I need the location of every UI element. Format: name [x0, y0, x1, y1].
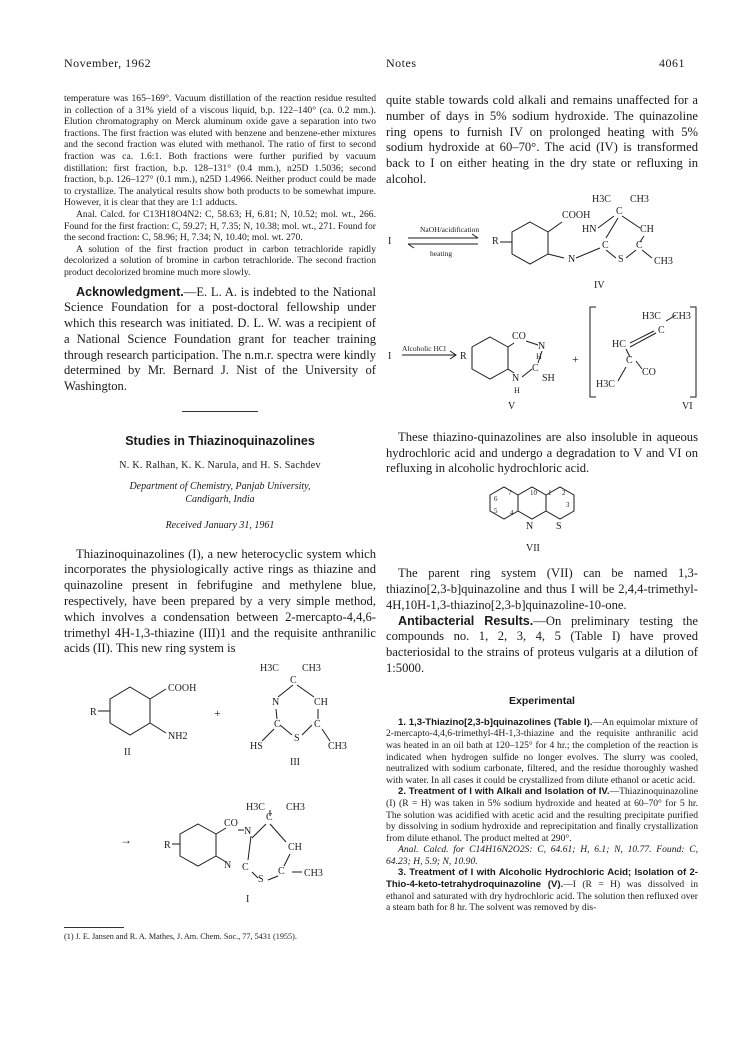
received-date: Received January 31, 1961	[165, 520, 275, 532]
scheme-1-product	[64, 798, 376, 916]
label-cooh: COOH	[562, 209, 591, 221]
label-r: R	[460, 350, 467, 362]
locant: 6	[494, 495, 498, 504]
experimental-3	[386, 867, 698, 913]
label-hn: HN	[582, 223, 597, 235]
label-V: V	[508, 400, 516, 412]
label-cooh: COOH	[168, 683, 197, 695]
footnote-rule	[64, 927, 124, 928]
ring-II	[110, 687, 150, 735]
locant: 3	[566, 501, 570, 510]
department-line-2: Candigarh, India	[185, 493, 255, 505]
label-ch: CH	[288, 842, 302, 854]
label-c: C	[242, 862, 249, 874]
bonds-IV	[548, 216, 652, 258]
label-VII: VII	[526, 543, 540, 555]
label-hs: HS	[250, 741, 263, 753]
label-ch: CH	[640, 223, 654, 235]
acknowledgment-text: —E. L. A. is indebted to the National Science Foundation for a post-doctoral fellowship under which this research was initiated. D. L. W. was a recipient of a National Science Foundation grant for teacher training through research participation. The n.m.r. spectra were kindly determined by Mr. Bernard J. Nist of the University of Washington.	[64, 284, 376, 394]
paragraph-bromine: A solution of the first fraction product in carbon tetrachloride rapidly decolorized a solution of bromine in carbon tetrachloride. The second fraction product decolorized bromine much more slowly.	[64, 243, 376, 278]
paragraph-antibacterial	[386, 614, 698, 677]
label-II: II	[124, 747, 131, 759]
paragraph-degradation: These thiazino-quinazolines are also insoluble in aqueous hydrochloric acid and undergo a degradation to V and VI on refluxing in alcoholic hydrochloric acid.	[386, 429, 698, 476]
condition-alc-hcl: Alcoholic HCl	[402, 343, 446, 353]
label-ch3: CH3	[302, 663, 321, 675]
scheme-3-acid	[386, 301, 698, 419]
label-I: I	[388, 350, 392, 362]
experimental-1-text: —An equimolar mixture of 2-mercapto-4,4,6-trimethyl-4H-1,3-thiazine and the requisite anthranilic acid was heated in an oil bath at 120–125° for 4 hr.; the completion of the reaction is indicated when hydrogen sulfide no longer evolves. The slurry was cooled, neutralized with sodium carbonate, filtered, and the residue thoroughly washed with water. In all cases it could be crystallized from dilute ethanol or acetic acid.	[386, 716, 698, 786]
reaction-arrow: →	[120, 833, 132, 848]
experimental-3-heading: 3. Treatment of I with Alcoholic Hydrochloric Acid; Isolation of 2-Thio-4-keto-tetrahydroquinazoline (V).	[386, 867, 698, 891]
bond	[150, 689, 166, 699]
label-h3c: H3C	[596, 378, 615, 390]
locant: 1	[548, 489, 552, 498]
label-co: CO	[512, 330, 526, 342]
label-c: C	[658, 324, 665, 336]
label-r: R	[492, 235, 499, 247]
page-number: 4061	[659, 56, 685, 70]
label-VI: VI	[682, 400, 693, 412]
label-n: N	[538, 340, 546, 352]
department-line-1: Department of Chemistry, Panjab University,	[129, 481, 311, 493]
locant: 10	[530, 489, 537, 498]
locant: 2	[562, 489, 566, 498]
label-n: N	[512, 372, 520, 384]
condition-heating: heating	[430, 248, 453, 258]
paragraph-intro: Thiazinoquinazolines (I), a new heterocyclic system which incorporates the physiologically active rings as thiazine and quinazoline present in febrifugine and methylene blue, respectively, have been prepared by a very simple method, which involves a condensation between 2-mercapto-4,4,6-trimethyl 4H-1,3-thiazine (III)1 and the requisite anthranilic acids (II). This new ring system is	[64, 546, 376, 656]
label-ch3: CH3	[654, 255, 673, 267]
paragraph-nomenclature: The parent ring system (VII) can be named 1,3-thiazino[2,3-b]quinazoline and thus I will be 2,4,4-trimethyl-4H,10H-1,3-thiazino[2,3-b]quinazoline-10-one.	[386, 566, 698, 612]
structure-VII	[386, 481, 698, 557]
bond	[150, 723, 166, 733]
scheme-2-alkali	[386, 188, 698, 296]
paragraph-analysis: Anal. Calcd. for C13H18O4N2: C, 58.63; H, 6.81; N, 10.52; mol. wt., 266. Found for the first fraction: C, 59.27; H, 7.35; N, 10.38; mol. wt., 271. Found for the second fraction: C, 58.96; H, 7.34; N, 10.40; mol. wt. 270.	[64, 208, 376, 244]
label-co: CO	[224, 818, 238, 830]
footnote-1: (1) J. E. Jansen and R. A. Mathes, J. Am. Chem. Soc., 77, 5431 (1955).	[64, 932, 297, 942]
label-c: C	[616, 205, 623, 217]
label-c: C	[602, 239, 609, 251]
locant: 4	[510, 509, 514, 518]
label-ch3: CH3	[304, 868, 323, 880]
paragraph-stability: quite stable towards cold alkali and remains unaffected for a number of days in 5% sodium hydroxide. The quinazoline ring opens to furnish IV on prolonged heating with 5% sodium hydroxide at 60–70°. The acid (IV) is transformed back to I on either heating in the dry state or refluxing in alcohol.	[386, 93, 698, 186]
label-c: C	[636, 239, 643, 251]
label-hc: HC	[612, 338, 626, 350]
left-column	[64, 93, 376, 942]
label-n: N	[526, 521, 534, 533]
equilibrium-arrows	[408, 234, 478, 248]
label-h3c: H3C	[642, 310, 661, 322]
label-h: H	[536, 351, 542, 361]
label-h3c: H3C	[246, 802, 265, 814]
label-co: CO	[642, 366, 656, 378]
label-ch3: CH3	[672, 310, 691, 322]
experimental-3-text: —I (R = H) was dissolved in ethanol and saturated with dry hydrochloric acid. The solution then refluxed over a steam bath for 8 hr. The solvent was removed by dis-	[386, 879, 698, 914]
plus-sign: +	[214, 706, 221, 721]
label-n: N	[568, 253, 576, 265]
label-c: C	[290, 675, 297, 687]
label-I: I	[246, 894, 250, 906]
label-ch3: CH3	[286, 802, 305, 814]
label-r: R	[90, 707, 97, 719]
label-s: S	[556, 521, 562, 533]
experimental-2-analysis: Anal. Calcd. for C14H16N2O2S: C, 64.61; H, 6.1; N, 10.77. Found: C, 64.23; H, 5.9; N, 10.90.	[386, 844, 698, 867]
label-I: I	[388, 235, 392, 247]
label-c: C	[314, 719, 321, 731]
scheme-1-reactants	[64, 657, 376, 807]
label-n: N	[244, 826, 252, 838]
ring-IV-benzo	[512, 222, 548, 264]
label-h: H	[514, 385, 520, 395]
label-III: III	[290, 757, 300, 769]
running-header-section: Notes	[386, 56, 417, 70]
article-title: Studies in Thiazinoquinazolines	[125, 434, 315, 449]
label-c: C	[626, 354, 633, 366]
label-sh: SH	[542, 372, 555, 384]
label-h3c: H3C	[592, 193, 611, 205]
label-h3c: H3C	[260, 663, 279, 675]
label-c: C	[532, 362, 539, 374]
experimental-1	[386, 717, 698, 787]
ring-V-benzo	[472, 337, 508, 379]
authors: N. K. Ralhan, K. K. Narula, and H. S. Sachdev	[119, 460, 321, 472]
acknowledgment	[64, 285, 376, 396]
label-c: C	[274, 719, 281, 731]
acknowledgment-heading: Acknowledgment.	[76, 284, 184, 299]
experimental-2-heading: 2. Treatment of I with Alkali and Isolation of IV.	[398, 786, 610, 798]
label-nh2: NH2	[168, 731, 188, 743]
label-IV: IV	[594, 279, 605, 291]
label-n: N	[272, 697, 280, 709]
condition-naoh: NaOH/acidification	[420, 224, 480, 234]
label-c: C	[278, 866, 285, 878]
ring-I-benzo	[180, 824, 216, 866]
running-header-date: November, 1962	[64, 56, 152, 70]
section-divider	[182, 411, 258, 412]
experimental-heading: Experimental	[509, 694, 575, 707]
right-column	[386, 93, 698, 914]
experimental-2	[386, 786, 698, 844]
label-n: N	[224, 860, 232, 872]
label-s: S	[294, 733, 300, 745]
label-ch: CH	[314, 697, 328, 709]
paragraph-distillation: temperature was 165–169°. Vacuum distillation of the reaction residue resulted in collection of a 31% yield of a viscous liquid, b.p. 122–140° (ca. 0.2 mm.). Elution chromatography on Merck aluminum oxide gave a separation into two fractions. The first fraction was eluted with benzene and benzene-ether mixtures and the second fraction was eluted with methanol. The ratio of first to second fraction was ca. 1.6:1. Both fractions were further purified by vacuum distillation: first fraction, b.p. 128–131° (0.4 mm.), n25D 1.5036; second fraction, b.p. 126–127° (0.1 mm.), n25D 1.4966. Neither product could be made to crystallize. The analytical results show both products to be somewhat impure. However, it is clear that they are 1:1 adducts.	[64, 93, 376, 209]
label-s: S	[618, 253, 624, 265]
locant: 5	[494, 507, 498, 516]
label-ch3: CH3	[630, 193, 649, 205]
label-ch3: CH3	[328, 741, 347, 753]
plus-sign: +	[572, 351, 579, 366]
label-s: S	[258, 874, 264, 886]
antibacterial-heading: Antibacterial Results.	[398, 613, 534, 628]
experimental-1-heading: 1. 1,3-Thiazino[2,3-b]quinazolines (Table I).	[398, 716, 593, 728]
antibacterial-text: —On preliminary testing the compounds no. 1, 2, 3, 4, 5 (Table I) have proved bacteriosidal to the strains of proteus vulgaris at a dilution of 1:5000.	[386, 613, 698, 675]
label-c: C	[266, 812, 273, 824]
locant: 7	[508, 489, 512, 498]
experimental-2-text: —Thiazinoquinazoline (I) (R = H) was taken in 5% sodium hydroxide and heated at 60–70° for 5 hr. The solution was acidified with acetic acid and the resulting precipitate purified by dissolving in sodium hydroxide and reprecipitation and finally crystallization from dilute ethanol. The product melted at 290°.	[386, 786, 698, 844]
label-r: R	[164, 840, 171, 852]
